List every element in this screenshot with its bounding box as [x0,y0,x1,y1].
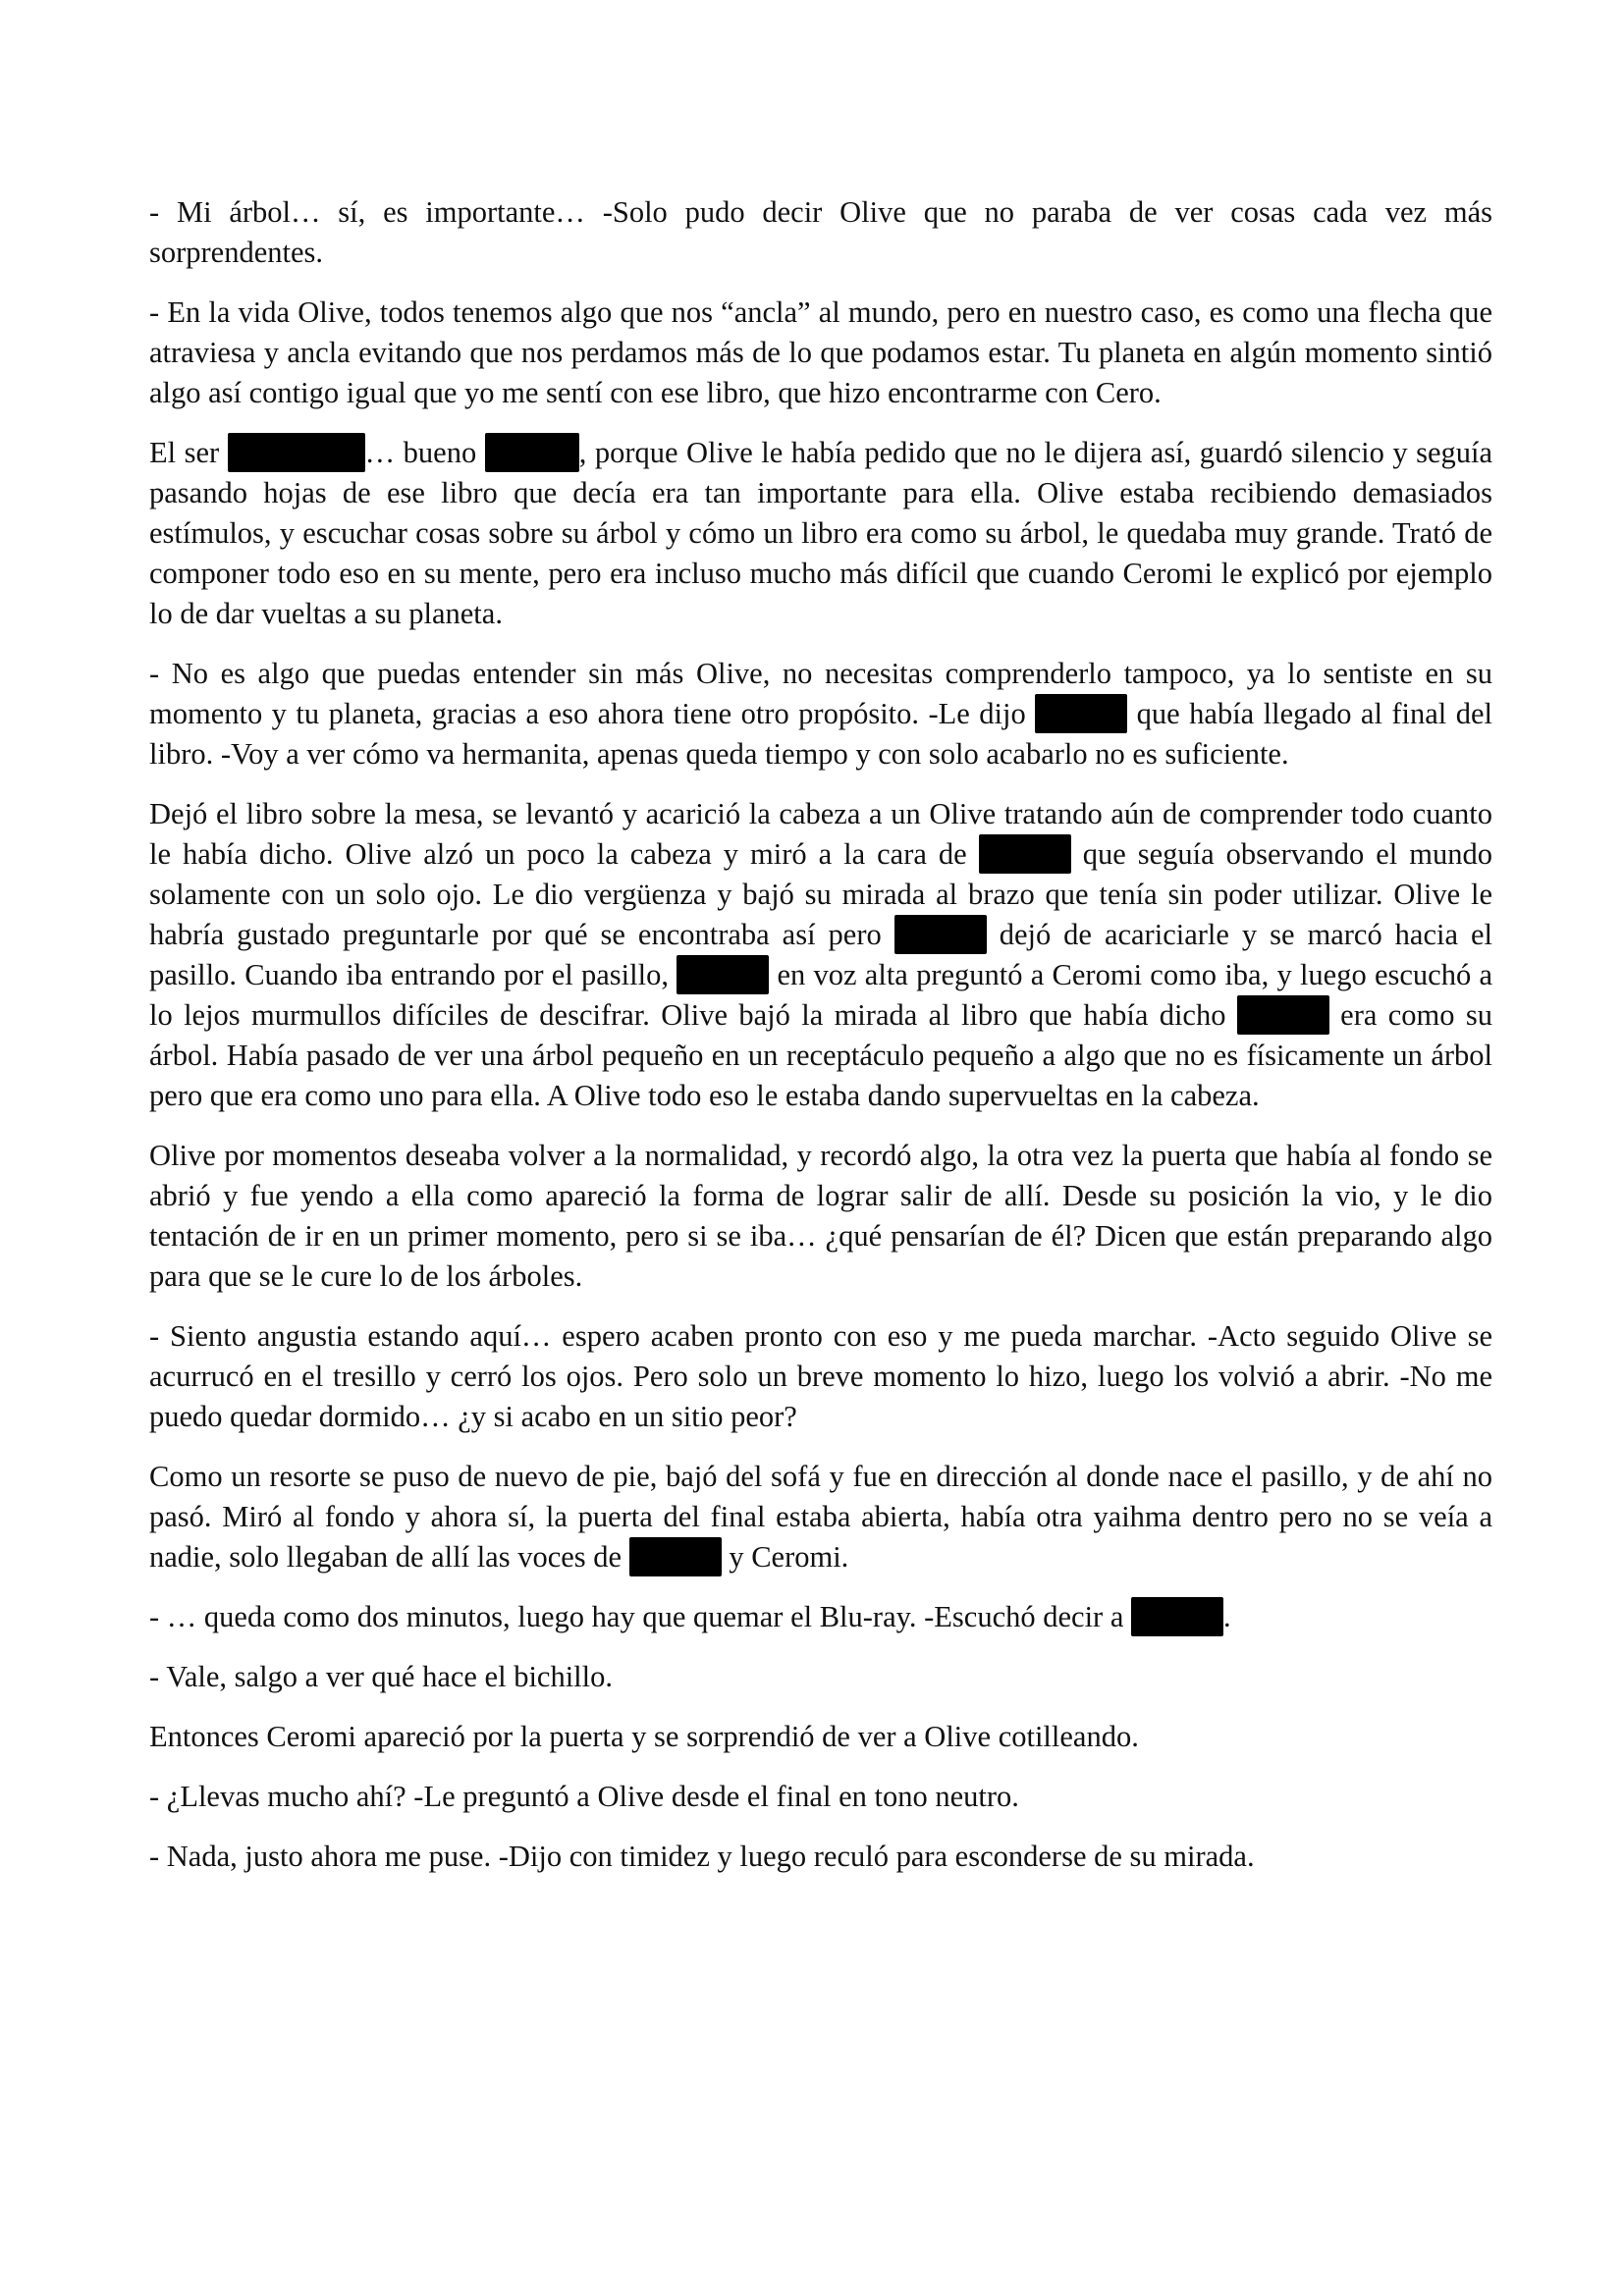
paragraph-text-segment: Dejó el libro sobre la mesa, se levantó y acarició la cabeza a un Olive tratando aún de comprender todo cuanto le había dicho. Olive alzó un poco la cabeza y miró a la cara de [149,797,1492,871]
paragraph-3 [149,433,1492,634]
paragraph-5 [149,794,1492,1116]
redaction-bar [1035,694,1127,733]
paragraph-text-segment: - No es algo que puedas entender sin más Olive, no necesitas comprenderlo tampoco, ya lo sentiste en su momento y tu planeta, gracias a eso ahora tiene otro propósito. -Le dijo [149,657,1492,730]
paragraph-13 [149,1837,1492,1877]
paragraph-2 [149,293,1492,413]
paragraph-9 [149,1597,1492,1637]
paragraph-10 [149,1657,1492,1697]
paragraph-text: Entonces Ceromi apareció por la puerta y se sorprendió de ver a Olive cotilleando. [149,1720,1139,1753]
paragraph-4 [149,654,1492,774]
paragraph-text-segment: … bueno [364,436,485,469]
redaction-bar [629,1537,722,1576]
paragraph-text-segment: era como su árbol. Había pasado de ver una árbol pequeño en un receptáculo pequeño a algo que no es físicamente un árbol pero que era como uno para ella. A Olive todo eso le estaba dando supervueltas en la cabeza. [149,998,1492,1112]
paragraph-text: - Mi árbol… sí, es importante… -Solo pudo decir Olive que no paraba de ver cosas cada vez más sorprendentes. [149,195,1492,269]
paragraph-7 [149,1316,1492,1437]
paragraph-12 [149,1777,1492,1817]
redaction-bar [894,915,987,954]
paragraph-text: - Nada, justo ahora me puse. -Dijo con timidez y luego reculó para esconderse de su mirada. [149,1840,1255,1873]
paragraph-text: - Siento angustia estando aquí… espero acaben pronto con eso y me pueda marchar. -Acto seguido Olive se acurrucó en el tresillo y cerró los ojos. Pero solo un breve momento lo hizo, luego los volvió a abrir. -No me puedo quedar dormido… ¿y si acabo en un sitio peor? [149,1319,1492,1433]
redaction-bar [677,955,769,994]
paragraph-text-segment: que había llegado al final del libro. -Voy a ver cómo va hermanita, apenas queda tiempo y con solo acabarlo no es suficiente. [149,697,1492,771]
paragraph-text-segment: - … queda como dos minutos, luego hay que quemar el Blu-ray. -Escuchó decir a [149,1600,1131,1633]
redaction-bar [979,834,1071,874]
paragraph-text: - En la vida Olive, todos tenemos algo que nos “ancla” al mundo, pero en nuestro caso, es como una flecha que atraviesa y ancla evitando que nos perdamos más de lo que podamos estar. Tu planeta en algún momento sintió algo así contigo igual que yo me sentí con ese libro, que hizo encontrarme con Cero. [149,295,1492,409]
paragraph-text-segment: dejó de acariciarle y se marcó hacia el pasillo. Cuando iba entrando por el pasillo, [149,918,1493,991]
paragraph-6 [149,1136,1492,1297]
paragraph-1 [149,192,1492,273]
paragraph-text: - ¿Llevas mucho ahí? -Le preguntó a Olive desde el final en tono neutro. [149,1780,1019,1813]
paragraph-text-segment: El ser [149,436,228,469]
paragraph-text-segment: en voz alta preguntó a Ceromi como iba, y luego escuchó a lo lejos murmullos difíciles de descifrar. Olive bajó la mirada al libro que había dicho [149,958,1493,1032]
paragraph-11 [149,1717,1492,1757]
redaction-bar [1237,995,1329,1035]
paragraph-text: - Vale, salgo a ver qué hace el bichillo. [149,1660,614,1693]
paragraph-text-segment: . [1223,1600,1231,1633]
redaction-bar [485,433,579,472]
paragraph-text-segment: Como un resorte se puso de nuevo de pie, bajó del sofá y fue en dirección al donde nace el pasillo, y de ahí no pasó. Miró al fondo y ahora sí, la puerta del final estaba abierta, había otra yaihma dentro pero no se veía a nadie, solo llegaban de allí las voces de [149,1460,1492,1574]
document-body [149,192,1492,1896]
paragraph-text: Olive por momentos deseaba volver a la normalidad, y recordó algo, la otra vez la puerta que había al fondo se abrió y fue yendo a ella como apareció la forma de lograr salir de allí. Desde su posición la vio, y le dio tentación de ir en un primer momento, pero si se iba… ¿qué pensarían de él? Dicen que están preparando algo para que se le cure lo de los árboles. [149,1139,1492,1293]
paragraph-text-segment: que seguía observando el mundo solamente con un solo ojo. Le dio vergüenza y bajó su mirada al brazo que tenía sin poder utilizar. Olive le habría gustado preguntarle por qué se encontraba así pero [149,837,1492,951]
paragraph-8 [149,1457,1492,1577]
redaction-bar [228,433,365,472]
paragraph-text-segment: , porque Olive le había pedido que no le dijera así, guardó silencio y seguía pasando hojas de ese libro que decía era tan importante para ella. Olive estaba recibiendo demasiados estímulos, y escuchar cosas sobre su árbol y cómo un libro era como su árbol, le quedaba muy grande. Trató de componer todo eso en su mente, pero era incluso mucho más difícil que cuando Ceromi le explicó por ejemplo lo de dar vueltas a su planeta. [149,436,1492,630]
paragraph-text-segment: y Ceromi. [721,1540,849,1574]
redaction-bar [1131,1597,1223,1636]
